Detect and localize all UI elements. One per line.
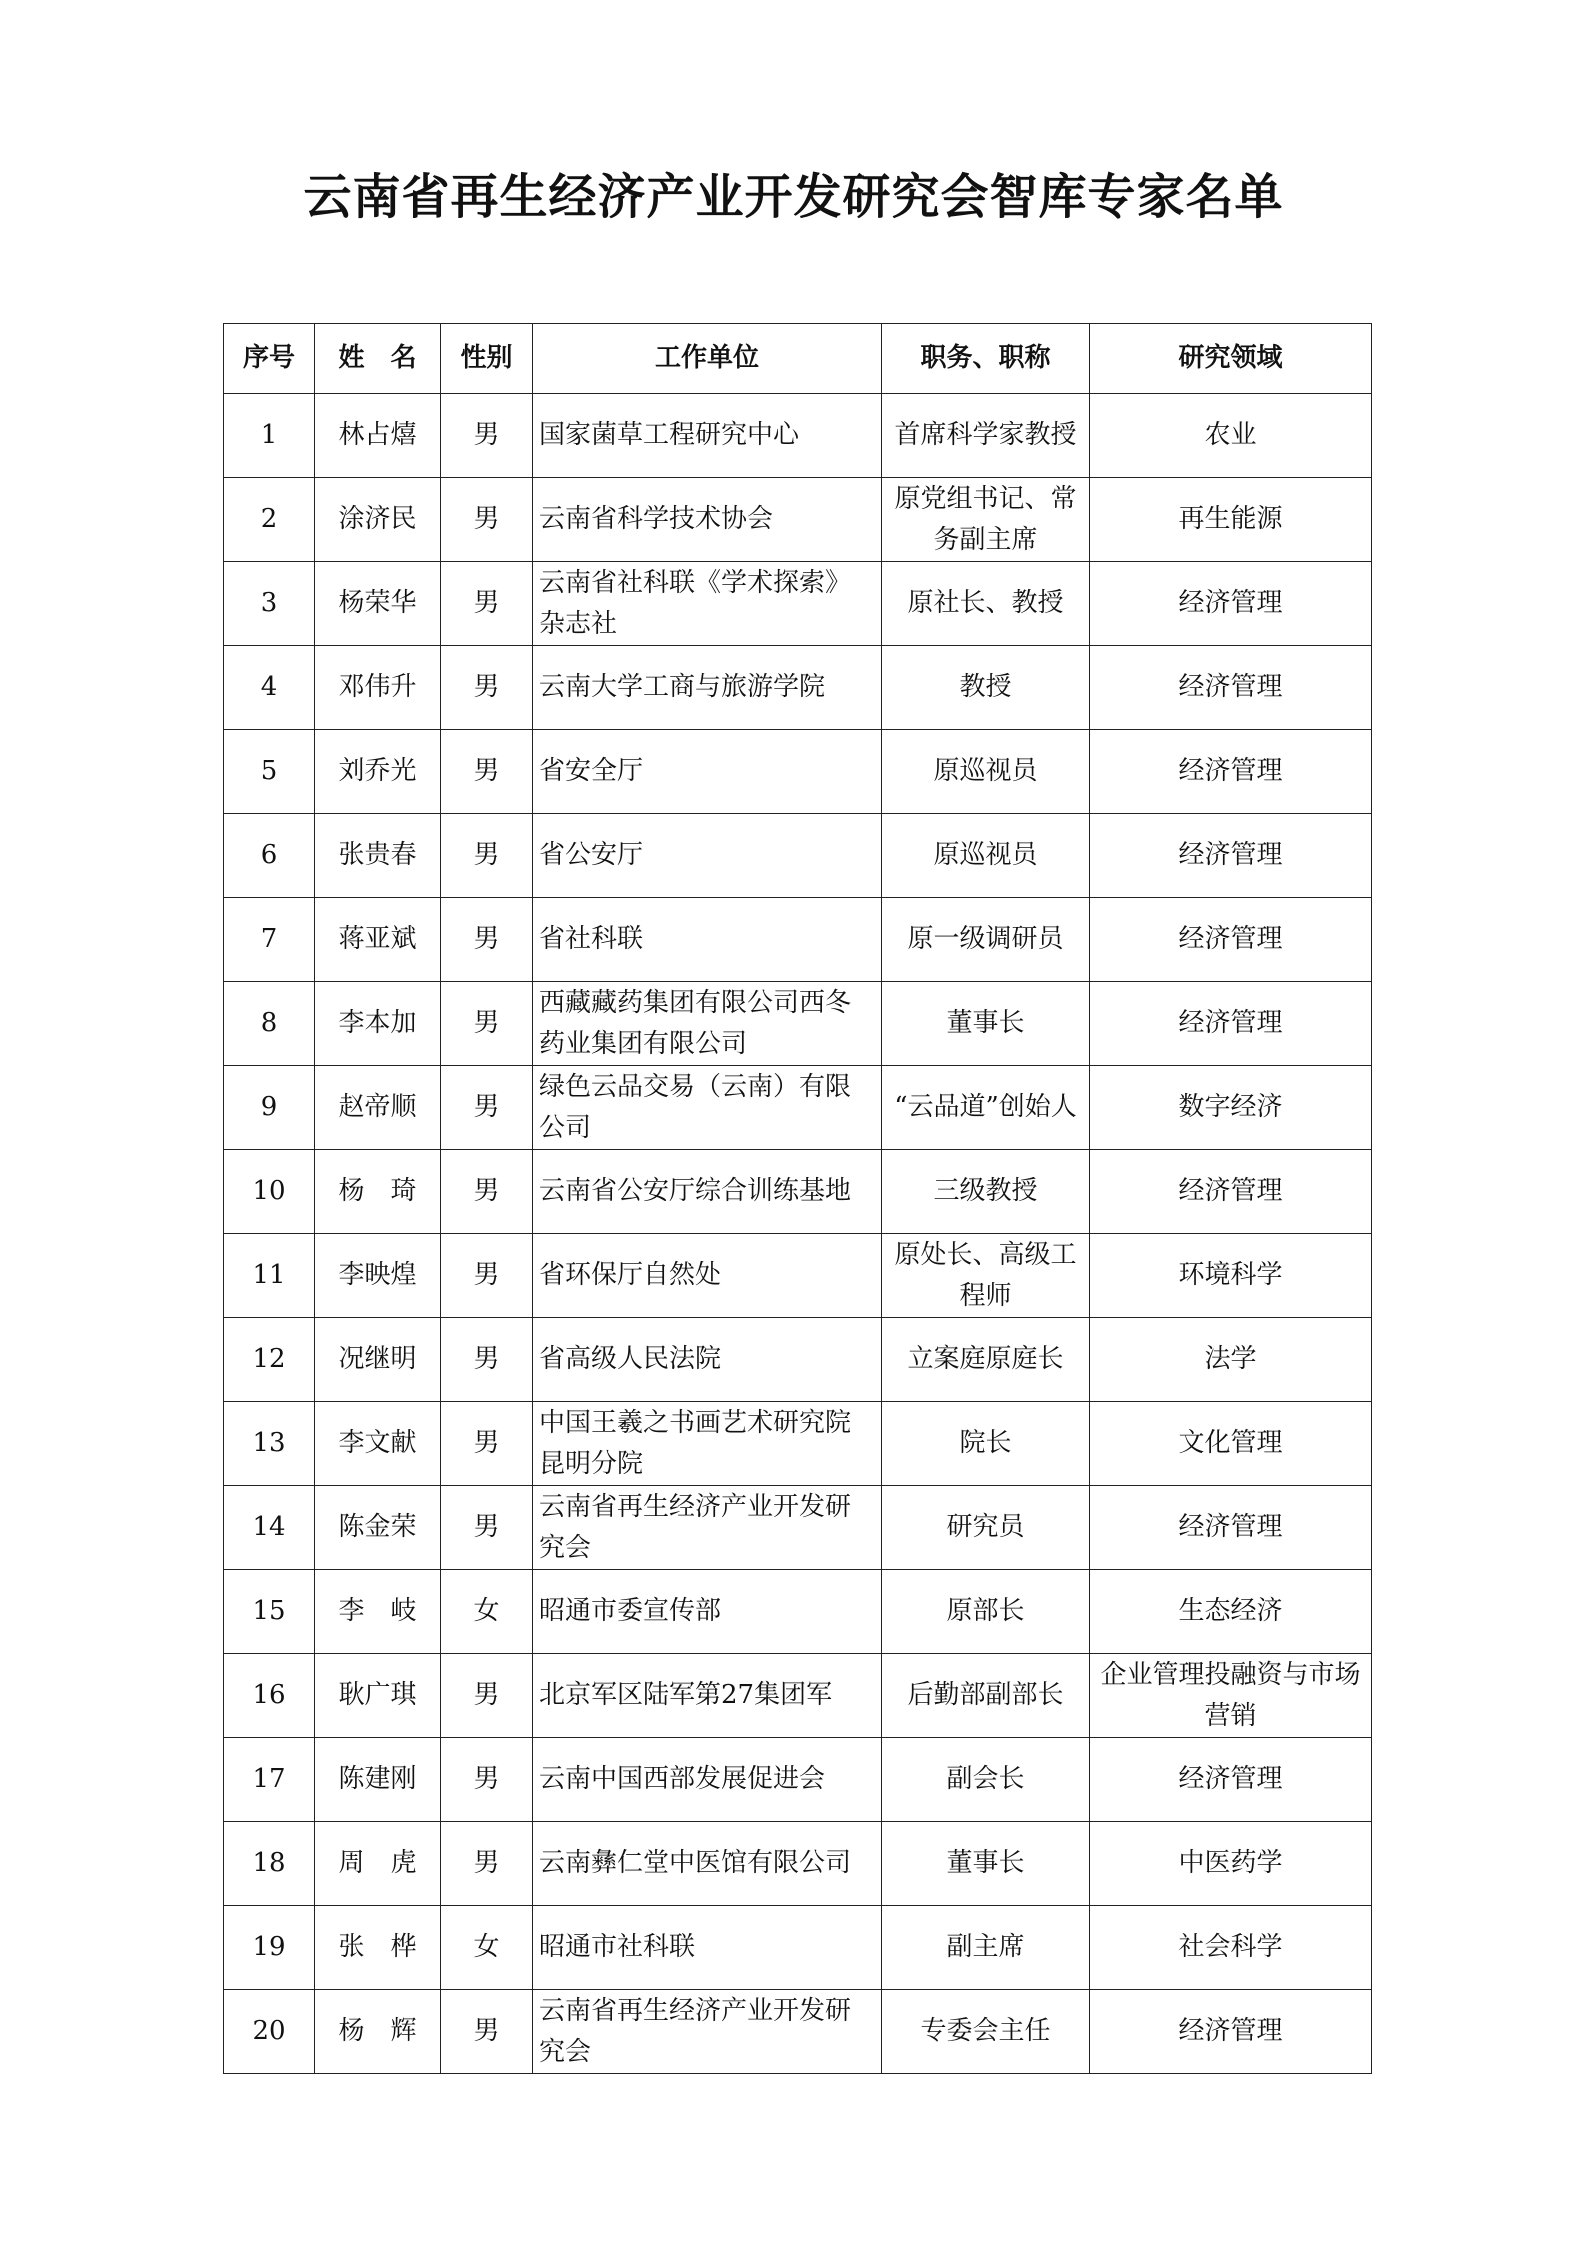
cell-title: 教授 xyxy=(882,646,1090,730)
cell-unit: 云南省科学技术协会 xyxy=(533,478,882,562)
cell-name: 耿广琪 xyxy=(315,1654,441,1738)
cell-unit: 省环保厅自然处 xyxy=(533,1234,882,1318)
cell-gender: 男 xyxy=(441,1318,533,1402)
cell-unit: 云南大学工商与旅游学院 xyxy=(533,646,882,730)
cell-no: 7 xyxy=(224,898,315,982)
cell-name: 邓伟升 xyxy=(315,646,441,730)
cell-unit: 省公安厅 xyxy=(533,814,882,898)
cell-field: 数字经济 xyxy=(1090,1066,1372,1150)
cell-field: 社会科学 xyxy=(1090,1906,1372,1990)
cell-unit: 云南省再生经济产业开发研究会 xyxy=(533,1990,882,2074)
cell-title: 首席科学家教授 xyxy=(882,394,1090,478)
cell-gender: 女 xyxy=(441,1906,533,1990)
cell-gender: 男 xyxy=(441,1654,533,1738)
cell-name: 刘乔光 xyxy=(315,730,441,814)
cell-gender: 男 xyxy=(441,478,533,562)
cell-unit: 国家菌草工程研究中心 xyxy=(533,394,882,478)
table-row xyxy=(224,478,1372,562)
cell-field: 中医药学 xyxy=(1090,1822,1372,1906)
cell-gender: 男 xyxy=(441,646,533,730)
cell-gender: 男 xyxy=(441,1486,533,1570)
cell-unit: 昭通市社科联 xyxy=(533,1906,882,1990)
table-row xyxy=(224,1738,1372,1822)
page-title: 云南省再生经济产业开发研究会智库专家名单 xyxy=(303,169,1284,225)
cell-no: 14 xyxy=(224,1486,315,1570)
cell-no: 18 xyxy=(224,1822,315,1906)
cell-unit: 云南省公安厅综合训练基地 xyxy=(533,1150,882,1234)
cell-title: 原社长、教授 xyxy=(882,562,1090,646)
cell-title: 三级教授 xyxy=(882,1150,1090,1234)
cell-field: 经济管理 xyxy=(1090,730,1372,814)
cell-field: 经济管理 xyxy=(1090,814,1372,898)
cell-no: 5 xyxy=(224,730,315,814)
cell-title: 原部长 xyxy=(882,1570,1090,1654)
cell-name: 蒋亚斌 xyxy=(315,898,441,982)
cell-gender: 男 xyxy=(441,1822,533,1906)
cell-field: 经济管理 xyxy=(1090,562,1372,646)
table-row xyxy=(224,646,1372,730)
cell-title: 原巡视员 xyxy=(882,814,1090,898)
cell-gender: 男 xyxy=(441,394,533,478)
cell-title: 研究员 xyxy=(882,1486,1090,1570)
cell-field: 经济管理 xyxy=(1090,646,1372,730)
cell-title: 董事长 xyxy=(882,982,1090,1066)
cell-unit: 西藏藏药集团有限公司西冬药业集团有限公司 xyxy=(533,982,882,1066)
cell-name: 赵帝顺 xyxy=(315,1066,441,1150)
cell-no: 17 xyxy=(224,1738,315,1822)
table-row xyxy=(224,982,1372,1066)
cell-unit: 云南省社科联《学术探索》杂志社 xyxy=(533,562,882,646)
cell-field: 文化管理 xyxy=(1090,1402,1372,1486)
table-row xyxy=(224,814,1372,898)
cell-unit: 云南彝仁堂中医馆有限公司 xyxy=(533,1822,882,1906)
cell-gender: 男 xyxy=(441,1066,533,1150)
cell-field: 生态经济 xyxy=(1090,1570,1372,1654)
cell-field: 经济管理 xyxy=(1090,898,1372,982)
cell-gender: 男 xyxy=(441,730,533,814)
cell-name: 李文献 xyxy=(315,1402,441,1486)
cell-field: 经济管理 xyxy=(1090,1150,1372,1234)
table-row xyxy=(224,1066,1372,1150)
cell-name: 况继明 xyxy=(315,1318,441,1402)
cell-no: 11 xyxy=(224,1234,315,1318)
cell-title: 原处长、高级工程师 xyxy=(882,1234,1090,1318)
cell-name: 林占熺 xyxy=(315,394,441,478)
header-name: 姓 名 xyxy=(315,324,441,394)
cell-unit: 省社科联 xyxy=(533,898,882,982)
cell-unit: 北京军区陆军第27集团军 xyxy=(533,1654,882,1738)
cell-no: 1 xyxy=(224,394,315,478)
cell-no: 9 xyxy=(224,1066,315,1150)
cell-gender: 男 xyxy=(441,1738,533,1822)
cell-title: 后勤部副部长 xyxy=(882,1654,1090,1738)
table-header-row xyxy=(224,324,1372,394)
cell-no: 3 xyxy=(224,562,315,646)
table-row xyxy=(224,1990,1372,2074)
cell-field: 经济管理 xyxy=(1090,1738,1372,1822)
header-no: 序号 xyxy=(224,324,315,394)
cell-field: 经济管理 xyxy=(1090,982,1372,1066)
table-row xyxy=(224,1906,1372,1990)
cell-gender: 男 xyxy=(441,1150,533,1234)
cell-no: 15 xyxy=(224,1570,315,1654)
cell-gender: 男 xyxy=(441,898,533,982)
table-row xyxy=(224,1486,1372,1570)
cell-name: 李 岐 xyxy=(315,1570,441,1654)
cell-gender: 男 xyxy=(441,562,533,646)
cell-name: 李本加 xyxy=(315,982,441,1066)
cell-field: 经济管理 xyxy=(1090,1990,1372,2074)
table-row xyxy=(224,1822,1372,1906)
cell-no: 4 xyxy=(224,646,315,730)
cell-unit: 云南中国西部发展促进会 xyxy=(533,1738,882,1822)
cell-no: 16 xyxy=(224,1654,315,1738)
cell-title: 原巡视员 xyxy=(882,730,1090,814)
expert-table xyxy=(223,323,1372,2074)
cell-title: 董事长 xyxy=(882,1822,1090,1906)
cell-name: 杨 辉 xyxy=(315,1990,441,2074)
cell-gender: 男 xyxy=(441,814,533,898)
cell-name: 涂济民 xyxy=(315,478,441,562)
cell-unit: 省高级人民法院 xyxy=(533,1318,882,1402)
cell-title: 立案庭原庭长 xyxy=(882,1318,1090,1402)
cell-title: 副主席 xyxy=(882,1906,1090,1990)
cell-gender: 男 xyxy=(441,1990,533,2074)
cell-gender: 男 xyxy=(441,1234,533,1318)
cell-name: 周 虎 xyxy=(315,1822,441,1906)
cell-unit: 绿色云品交易（云南）有限公司 xyxy=(533,1066,882,1150)
cell-no: 20 xyxy=(224,1990,315,2074)
cell-field: 法学 xyxy=(1090,1318,1372,1402)
cell-unit: 云南省再生经济产业开发研究会 xyxy=(533,1486,882,1570)
cell-name: 陈建刚 xyxy=(315,1738,441,1822)
cell-field: 农业 xyxy=(1090,394,1372,478)
cell-title: 原党组书记、常务副主席 xyxy=(882,478,1090,562)
table-row xyxy=(224,1570,1372,1654)
header-gender: 性别 xyxy=(441,324,533,394)
table-row xyxy=(224,730,1372,814)
cell-name: 杨荣华 xyxy=(315,562,441,646)
table-row xyxy=(224,1318,1372,1402)
cell-name: 张 桦 xyxy=(315,1906,441,1990)
table-row xyxy=(224,898,1372,982)
table-row xyxy=(224,394,1372,478)
cell-title: 副会长 xyxy=(882,1738,1090,1822)
cell-no: 13 xyxy=(224,1402,315,1486)
table-row xyxy=(224,1402,1372,1486)
header-unit: 工作单位 xyxy=(533,324,882,394)
cell-name: 杨 琦 xyxy=(315,1150,441,1234)
cell-no: 19 xyxy=(224,1906,315,1990)
table-row xyxy=(224,1150,1372,1234)
cell-field: 再生能源 xyxy=(1090,478,1372,562)
table-row xyxy=(224,562,1372,646)
cell-field: 经济管理 xyxy=(1090,1486,1372,1570)
cell-field: 环境科学 xyxy=(1090,1234,1372,1318)
cell-gender: 男 xyxy=(441,1402,533,1486)
cell-no: 2 xyxy=(224,478,315,562)
cell-title: “云品道”创始人 xyxy=(882,1066,1090,1150)
table-row xyxy=(224,1234,1372,1318)
cell-title: 院长 xyxy=(882,1402,1090,1486)
cell-name: 李映煌 xyxy=(315,1234,441,1318)
cell-gender: 男 xyxy=(441,982,533,1066)
cell-no: 12 xyxy=(224,1318,315,1402)
cell-name: 张贵春 xyxy=(315,814,441,898)
cell-unit: 昭通市委宣传部 xyxy=(533,1570,882,1654)
cell-no: 10 xyxy=(224,1150,315,1234)
header-title: 职务、职称 xyxy=(882,324,1090,394)
cell-title: 专委会主任 xyxy=(882,1990,1090,2074)
cell-no: 8 xyxy=(224,982,315,1066)
cell-title: 原一级调研员 xyxy=(882,898,1090,982)
table-row xyxy=(224,1654,1372,1738)
cell-field: 企业管理投融资与市场营销 xyxy=(1090,1654,1372,1738)
cell-name: 陈金荣 xyxy=(315,1486,441,1570)
cell-unit: 省安全厅 xyxy=(533,730,882,814)
header-field: 研究领域 xyxy=(1090,324,1372,394)
cell-gender: 女 xyxy=(441,1570,533,1654)
cell-no: 6 xyxy=(224,814,315,898)
cell-unit: 中国王羲之书画艺术研究院昆明分院 xyxy=(533,1402,882,1486)
